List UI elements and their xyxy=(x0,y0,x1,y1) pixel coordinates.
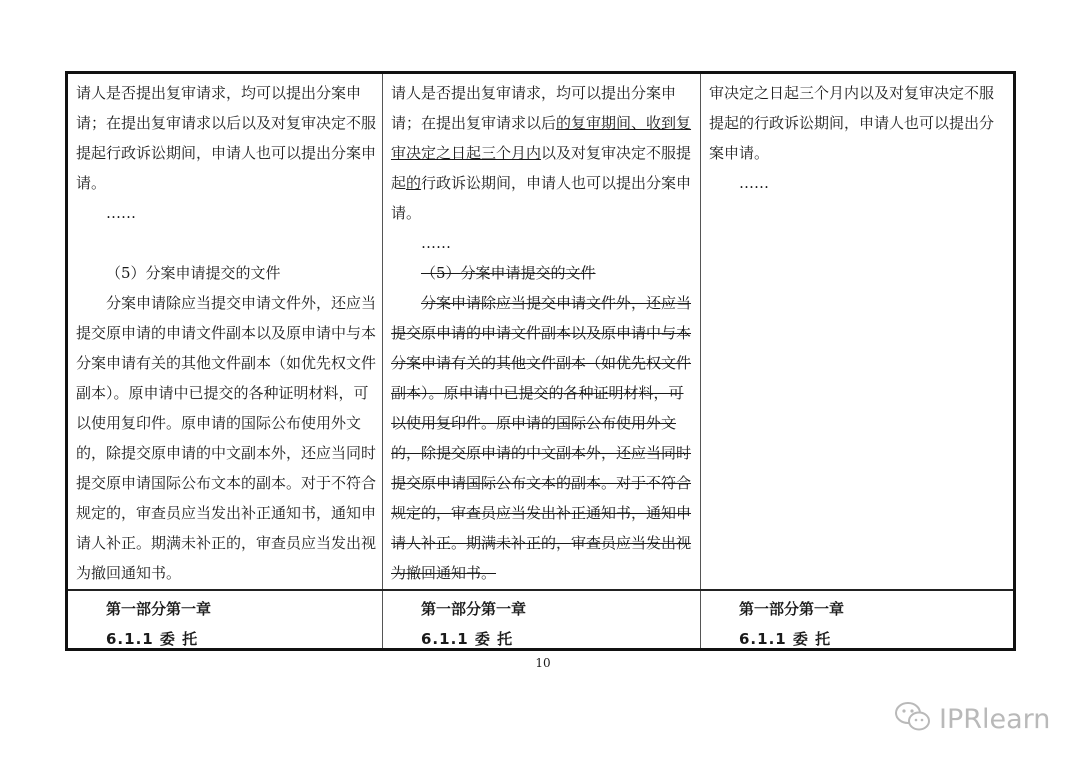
deleted-text: （5）分案申请提交的文件 xyxy=(421,264,596,282)
text-segment: 请人是否提出复审请求，均可以提出分案申请；在提出复审请求以后 xyxy=(391,84,677,132)
text-segment: 以及对复审决定不服提起 xyxy=(391,144,692,192)
inserted-text: 三个月内 xyxy=(481,144,542,162)
section-heading: 6.1.1 委 托 xyxy=(106,630,199,648)
cell-paragraph xyxy=(76,198,376,228)
watermark xyxy=(893,700,1050,738)
text-segment: （5）分案申请提交的文件 xyxy=(106,264,281,282)
text-segment: 分案申请除应当提交申请文件外，还应当提交原申请的申请文件副本以及原申请中与本分案申请有关的其他文件副本（如优先权文件副本）。原申请中已提交的各种证明材料，可以使用复印件。原申请的国际公布使用外文的，除提交原申请的中文副本外，还应当同时提交原申请国际公布文本的副本。对于不符合规定的，审查员应当发出补正通知书，通知申请人补正。期满未补正的，审查员应当发出视为撤回通知书。 xyxy=(76,294,377,582)
inserted-text: 的 xyxy=(406,174,422,192)
cell-paragraph xyxy=(76,228,376,258)
text-segment: 行政诉讼期间，申请人也可以提出分案申请。 xyxy=(391,174,692,222)
text-segment: …… xyxy=(421,234,451,252)
text-segment: 审决定之日起三个月内以及对复审决定不服提起的行政诉讼期间，申请人也可以提出分案申请。 xyxy=(709,84,995,162)
chapter-heading: 第一部分第一章 xyxy=(421,600,527,618)
chapter-heading: 第一部分第一章 xyxy=(106,600,212,618)
footer-cell-revised xyxy=(701,591,1013,651)
footer-cell-revision-marked xyxy=(383,591,700,651)
cell-paragraph xyxy=(76,288,376,588)
inserted-text: 的复审期间、收到复审决定之日起 xyxy=(391,114,692,162)
comparison-table xyxy=(65,71,1016,651)
chapter-heading: 第一部分第一章 xyxy=(739,600,845,618)
cell-paragraph xyxy=(76,78,376,198)
text-segment: …… xyxy=(739,174,769,192)
section-heading: 6.1.1 委 托 xyxy=(421,630,514,648)
text-segment: …… xyxy=(106,204,136,222)
section-heading: 6.1.1 委 托 xyxy=(739,630,832,648)
watermark-text: IPRlearn xyxy=(939,703,1051,735)
column-revised xyxy=(701,74,1013,589)
deleted-text: 分案申请除应当提交申请文件外，还应当提交原申请的申请文件副本以及原申请中与本分案申请有关的其他文件副本（如优先权文件副本）。原申请中已提交的各种证明材料，可以使用复印件。原申请的国际公布使用外文的，除提交原申请的中文副本外，还应当同时提交原申请国际公布文本的副本。对于不符合规定的，审查员应当发出补正通知书，通知申请人补正。期满未补正的，审查员应当发出视为撤回通知书。 xyxy=(391,294,692,582)
cell-paragraph xyxy=(709,168,1007,198)
page-number: 10 xyxy=(535,656,551,670)
footer-cell-original xyxy=(68,591,382,651)
cell-paragraph xyxy=(709,78,1007,168)
column-original xyxy=(68,74,382,589)
cell-paragraph xyxy=(391,228,694,258)
column-revision-marked xyxy=(383,74,700,589)
cell-paragraph xyxy=(391,288,694,588)
wechat-icon xyxy=(893,700,933,738)
cell-paragraph xyxy=(76,258,376,288)
cell-paragraph xyxy=(391,258,694,288)
text-segment: 请人是否提出复审请求，均可以提出分案申请；在提出复审请求以后以及对复审决定不服提起行政诉讼期间，申请人也可以提出分案申请。 xyxy=(76,84,377,192)
cell-paragraph xyxy=(391,78,694,228)
